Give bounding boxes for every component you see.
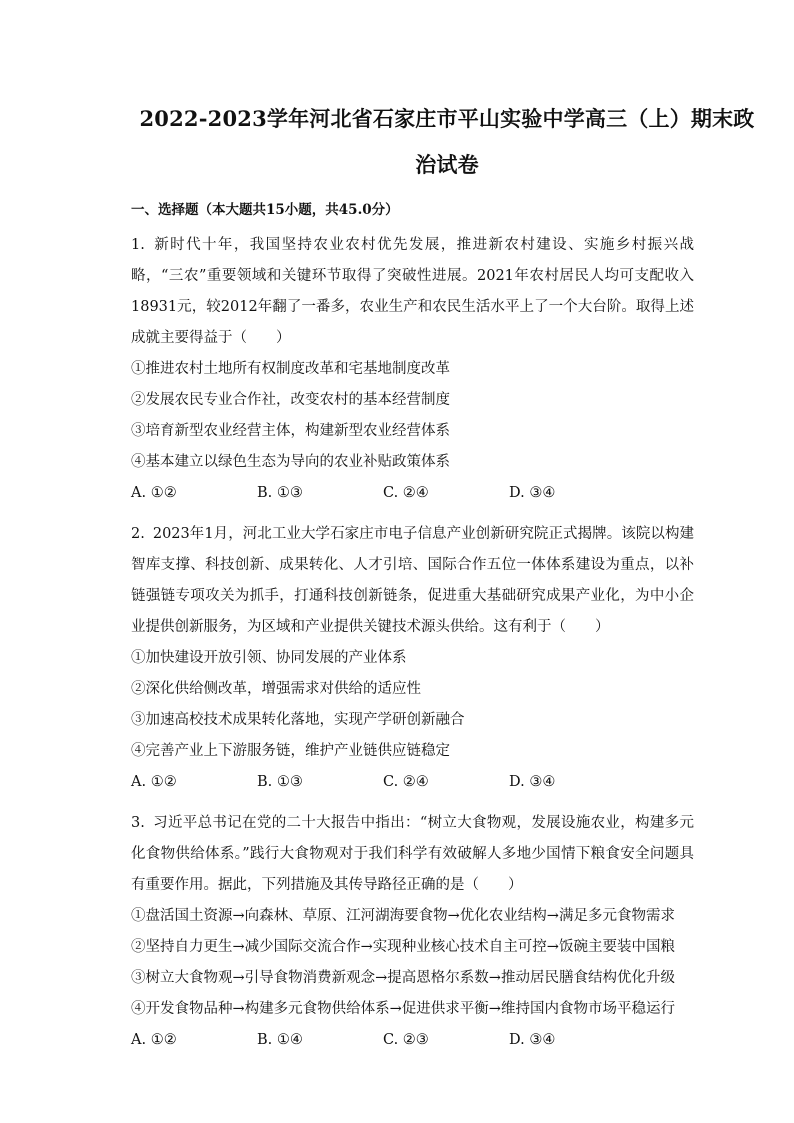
- statement-option: ②深化供给侧改革，增强需求对供给的适应性: [131, 681, 421, 697]
- statement-option: ④完善产业上下游服务链，维护产业链供应链稳定: [131, 743, 450, 759]
- choice-a: A. ①②: [131, 1032, 177, 1048]
- choice-b: B. ①③: [257, 485, 303, 501]
- answer-choices: [131, 767, 694, 798]
- statement-option: ③加速高校技术成果转化落地，实现产学研创新融合: [131, 712, 465, 728]
- title-line-2: 治试卷: [415, 152, 479, 177]
- statement-option: ④基本建立以绿色生态为导向的农业补贴政策体系: [131, 454, 450, 470]
- question-text: 2023年1月，河北工业大学石家庄市电子信息产业创新研究院正式揭牌。该院以构建智库支撑、科技创新、成果转化、人才引培、国际合作五位一体体系建设为重点，以补链强链专项攻关为抓手，打通科技创新链条，促进重大基础研究成果产业化，为中小企业提供创新服务，为区域和产业提供关键技术源头供给。这有利于（ ）: [131, 526, 694, 635]
- statement-option: ①加快建设开放引领、协同发展的产业体系: [131, 650, 407, 666]
- question-3: [131, 808, 694, 1056]
- question-2: [131, 519, 694, 798]
- title-line-1: 2022-2023学年河北省石家庄市平山实验中学高三（上）期末政: [139, 106, 755, 131]
- choice-b: B. ①③: [257, 774, 303, 790]
- choice-c: C. ②③: [383, 1032, 429, 1048]
- answer-choices: [131, 1025, 694, 1056]
- question-number: 1.: [131, 237, 145, 253]
- question-number: 2.: [131, 526, 145, 542]
- exam-title: [100, 96, 794, 188]
- statement-option: ③树立大食物观→引导食物消费新观念→提高恩格尔系数→推动居民膳食结构优化升级: [131, 970, 675, 986]
- question-stem: [131, 808, 694, 901]
- statement-option: ①盘活国土资源→向森林、草原、江河湖海要食物→优化农业结构→满足多元食物需求: [131, 908, 675, 924]
- choice-d: D. ③④: [509, 1032, 556, 1048]
- choice-d: D. ③④: [509, 485, 556, 501]
- question-text: 新时代十年，我国坚持农业农村优先发展，推进新农村建设、实施乡村振兴战略，“三农”重要领域和关键环节取得了突破性进展。2021年农村居民人均可支配收入18931元，较2012年翻了一番多，农业生产和农民生活水平上了一个大台阶。取得上述成就主要得益于（ ）: [131, 237, 694, 346]
- question-number: 3.: [131, 815, 145, 831]
- choice-d: D. ③④: [509, 774, 556, 790]
- choice-c: C. ②④: [383, 485, 429, 501]
- question-stem: [131, 230, 694, 354]
- question-text: 习近平总书记在党的二十大报告中指出：“树立大食物观，发展设施农业，构建多元化食物供给体系。”践行大食物观对于我们科学有效破解人多地少国情下粮食安全问题具有重要作用。据此，下列措施及其传导路径正确的是（ ）: [131, 815, 694, 893]
- answer-choices: [131, 478, 694, 509]
- statement-option: ②发展农民专业合作社，改变农村的基本经营制度: [131, 392, 450, 408]
- section-heading: 一、选择题（本大题共15小题，共45.0分）: [131, 202, 399, 218]
- choice-b: B. ①④: [257, 1032, 303, 1048]
- choice-a: A. ①②: [131, 485, 177, 501]
- statement-option: ④开发食物品种→构建多元食物供给体系→促进供求平衡→维持国内食物市场平稳运行: [131, 1001, 675, 1017]
- choice-a: A. ①②: [131, 774, 177, 790]
- statement-option: ③培育新型农业经营主体，构建新型农业经营体系: [131, 423, 450, 439]
- statement-option: ②坚持自力更生→减少国际交流合作→实现种业核心技术自主可控→饭碗主要装中国粮: [131, 939, 675, 955]
- choice-c: C. ②④: [383, 774, 429, 790]
- question-1: [131, 230, 694, 509]
- statement-option: ①推进农村土地所有权制度改革和宅基地制度改革: [131, 361, 450, 377]
- question-stem: [131, 519, 694, 643]
